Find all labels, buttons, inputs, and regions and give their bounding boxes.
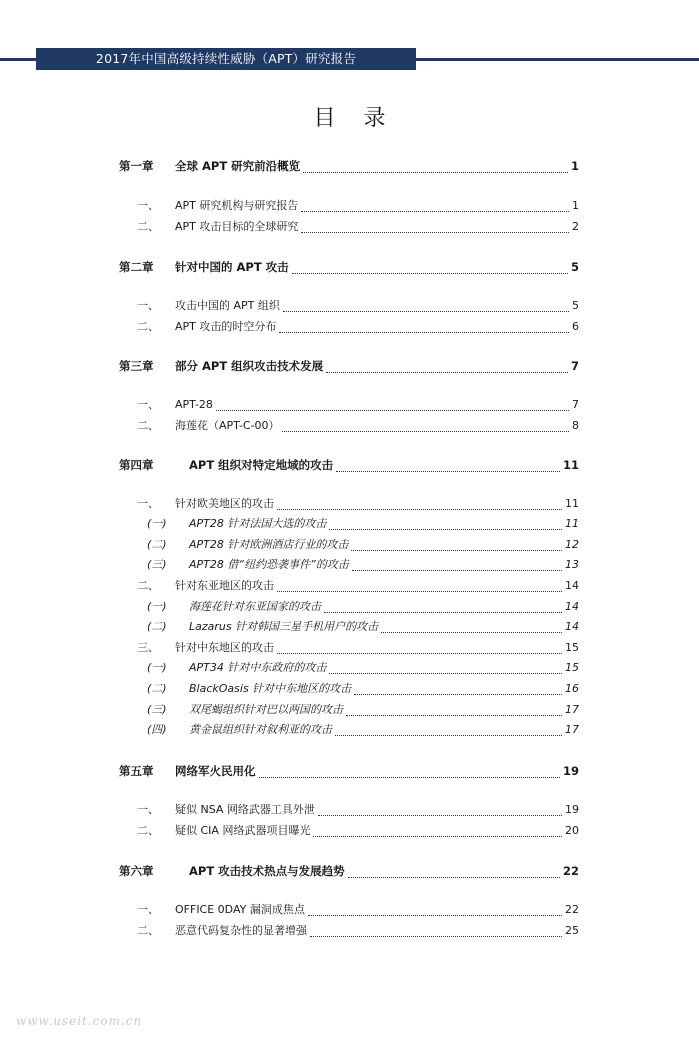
toc-page-number: 5 — [572, 298, 579, 312]
toc-entry-title: APT 攻击的时空分布 — [175, 320, 277, 333]
toc-page-number: 15 — [565, 660, 579, 674]
header-rule-right — [416, 58, 699, 61]
toc-leader-dots — [259, 767, 560, 778]
toc-entry-title: APT28 针对法国大选的攻击 — [189, 517, 327, 530]
toc-entry-title: 全球 APT 研究前沿概览 — [175, 159, 301, 173]
toc-entry-number: 一、 — [137, 398, 159, 411]
toc-entry-title: APT28 借“纽约恐袭事件”的攻击 — [189, 558, 349, 571]
toc-page-number: 5 — [570, 260, 579, 274]
toc-page-number: 17 — [565, 702, 579, 716]
toc-section-entry[interactable] — [119, 576, 579, 594]
toc-page-number: 1 — [570, 159, 579, 173]
toc-page-number: 16 — [565, 681, 579, 695]
toc-subsection-entry[interactable] — [119, 514, 579, 532]
toc-subsection-entry[interactable] — [119, 555, 579, 573]
toc-entry-title: OFFICE 0DAY 漏洞成焦点 — [175, 903, 305, 916]
page-title — [0, 101, 699, 132]
toc-leader-dots — [329, 663, 562, 674]
toc-entry-title: 针对中国的 APT 攻击 — [175, 260, 289, 274]
toc-leader-dots — [335, 725, 562, 736]
toc-subsection-entry[interactable] — [119, 617, 579, 635]
toc-entry-title: APT 研究机构与研究报告 — [175, 199, 299, 212]
toc-chapter-entry[interactable] — [119, 456, 579, 474]
toc-page-number: 8 — [572, 418, 579, 432]
toc-page-number: 11 — [565, 496, 579, 510]
toc-leader-dots — [354, 684, 562, 695]
toc-entry-number: (二) — [147, 682, 167, 695]
toc-entry-title: 网络军火民用化 — [175, 764, 256, 778]
page-title-char: 目 — [313, 106, 336, 131]
toc-entry-title: 攻击中国的 APT 组织 — [175, 299, 280, 312]
toc-entry-title: BlackOasis 针对中东地区的攻击 — [189, 682, 352, 695]
toc-section-entry[interactable] — [119, 317, 579, 335]
toc-section-entry[interactable] — [119, 800, 579, 818]
toc-leader-dots — [277, 643, 562, 654]
toc-entry-number: 二、 — [137, 924, 159, 937]
toc-page-number: 11 — [562, 458, 579, 472]
toc-entry-number: 二、 — [137, 579, 159, 592]
toc-leader-dots — [352, 560, 562, 571]
toc-entry-title: APT-28 — [175, 397, 213, 411]
toc-section-entry[interactable] — [119, 821, 579, 839]
toc-page-number: 12 — [565, 537, 579, 551]
toc-page-number: 22 — [562, 864, 579, 878]
toc-leader-dots — [216, 400, 569, 411]
toc-leader-dots — [292, 263, 568, 274]
toc-leader-dots — [301, 201, 569, 212]
toc-entry-number: (一) — [147, 600, 167, 613]
toc-entry-number: 第一章 — [119, 159, 154, 173]
toc-leader-dots — [279, 322, 569, 333]
toc-section-entry[interactable] — [119, 196, 579, 214]
toc-subsection-entry[interactable] — [119, 679, 579, 697]
toc-entry-title: APT 组织对特定地域的攻击 — [189, 458, 334, 472]
toc-entry-number: 二、 — [137, 320, 159, 333]
toc-entry-number: 第二章 — [119, 260, 154, 274]
toc-entry-title: 海莲花（APT-C-00） — [175, 419, 280, 432]
toc-page-number: 17 — [565, 722, 579, 736]
running-header: 2017年中国高级持续性威胁（APT）研究报告 — [36, 48, 416, 70]
toc-chapter-entry[interactable] — [119, 157, 579, 175]
toc-entry-title: 海莲花针对东亚国家的攻击 — [189, 600, 321, 613]
header-rule-left — [0, 58, 36, 61]
toc-entry-number: (一) — [147, 517, 167, 530]
toc-leader-dots — [346, 705, 562, 716]
toc-entry-title: 疑似 CIA 网络武器项目曝光 — [175, 824, 311, 837]
toc-section-entry[interactable] — [119, 217, 579, 235]
toc-entry-number: (二) — [147, 538, 167, 551]
toc-entry-title: 恶意代码复杂性的显著增强 — [175, 924, 307, 937]
toc-entry-number: (一) — [147, 661, 167, 674]
toc-entry-number: 一、 — [137, 497, 159, 510]
toc-page-number: 11 — [565, 516, 579, 530]
toc-entry-number: 二、 — [137, 220, 159, 233]
toc-subsection-entry[interactable] — [119, 535, 579, 553]
toc-entry-title: 黄金鼠组织针对叙利亚的攻击 — [189, 723, 332, 736]
toc-entry-number: 一、 — [137, 903, 159, 916]
toc-entry-title: 针对东亚地区的攻击 — [175, 579, 274, 592]
toc-entry-title: 针对中东地区的攻击 — [175, 641, 274, 654]
toc-section-entry[interactable] — [119, 494, 579, 512]
toc-entry-number: 第三章 — [119, 359, 154, 373]
toc-entry-number: 一、 — [137, 299, 159, 312]
toc-page-number: 15 — [565, 640, 579, 654]
toc-entry-title: 针对欧美地区的攻击 — [175, 497, 274, 510]
toc-leader-dots — [282, 421, 569, 432]
toc-leader-dots — [277, 499, 562, 510]
toc-section-entry[interactable] — [119, 921, 579, 939]
toc-section-entry[interactable] — [119, 416, 579, 434]
toc-page-number: 14 — [565, 599, 579, 613]
toc-page-number: 22 — [565, 902, 579, 916]
toc-entry-title: APT34 针对中东政府的攻击 — [189, 661, 327, 674]
toc-entry-number: 一、 — [137, 803, 159, 816]
toc-entry-number: 第六章 — [119, 864, 154, 878]
toc-page-number: 14 — [565, 619, 579, 633]
toc-chapter-entry[interactable] — [119, 762, 579, 780]
toc-entry-number: (三) — [147, 558, 167, 571]
toc-subsection-entry[interactable] — [119, 700, 579, 718]
toc-entry-number: 一、 — [137, 199, 159, 212]
toc-leader-dots — [348, 867, 560, 878]
toc-entry-title: 部分 APT 组织攻击技术发展 — [175, 359, 324, 373]
toc-entry-title: APT28 针对欧洲酒店行业的攻击 — [189, 538, 349, 551]
toc-entry-number: 三、 — [137, 641, 159, 654]
toc-leader-dots — [313, 826, 562, 837]
toc-page-number: 6 — [572, 319, 579, 333]
toc-section-entry[interactable] — [119, 395, 579, 413]
toc-page-number: 13 — [565, 557, 579, 571]
toc-leader-dots — [381, 622, 562, 633]
toc-page-number: 7 — [572, 397, 579, 411]
toc-leader-dots — [324, 602, 562, 613]
toc-entry-title: 疑似 NSA 网络武器工具外泄 — [175, 803, 315, 816]
toc-page-number: 19 — [565, 802, 579, 816]
toc-leader-dots — [318, 805, 562, 816]
toc-page-number: 1 — [572, 198, 579, 212]
toc-chapter-entry[interactable] — [119, 258, 579, 276]
toc-subsection-entry[interactable] — [119, 720, 579, 738]
toc-page-number: 19 — [562, 764, 579, 778]
toc-entry-number: 第四章 — [119, 458, 154, 472]
toc-entry-number: (三) — [147, 703, 167, 716]
toc-subsection-entry[interactable] — [119, 658, 579, 676]
toc-leader-dots — [336, 461, 560, 472]
toc-leader-dots — [277, 581, 562, 592]
toc-chapter-entry[interactable] — [119, 862, 579, 880]
toc-page-number: 20 — [565, 823, 579, 837]
toc-page-number: 25 — [565, 923, 579, 937]
toc-entry-number: (四) — [147, 723, 167, 736]
toc-page-number: 14 — [565, 578, 579, 592]
toc-chapter-entry[interactable] — [119, 357, 579, 375]
toc-leader-dots — [301, 222, 569, 233]
toc-leader-dots — [308, 905, 562, 916]
toc-leader-dots — [310, 926, 562, 937]
toc-leader-dots — [303, 162, 568, 173]
toc-section-entry[interactable] — [119, 638, 579, 656]
toc-leader-dots — [329, 519, 562, 530]
page-title-char: 录 — [363, 106, 386, 131]
toc-entry-number: (二) — [147, 620, 167, 633]
toc-section-entry[interactable] — [119, 296, 579, 314]
toc-page-number: 7 — [570, 359, 579, 373]
toc-leader-dots — [283, 301, 569, 312]
toc-entry-number: 第五章 — [119, 764, 154, 778]
toc-page-number: 2 — [572, 219, 579, 233]
toc-leader-dots — [351, 540, 562, 551]
toc-entry-title: 双尾蝎组织针对巴以两国的攻击 — [189, 703, 343, 716]
toc-entry-number: 二、 — [137, 419, 159, 432]
toc-entry-number: 二、 — [137, 824, 159, 837]
toc-entry-title: APT 攻击目标的全球研究 — [175, 220, 299, 233]
toc-section-entry[interactable] — [119, 900, 579, 918]
toc-entry-title: Lazarus 针对韩国三星手机用户的攻击 — [189, 620, 379, 633]
toc-leader-dots — [326, 362, 568, 373]
toc-subsection-entry[interactable] — [119, 597, 579, 615]
toc-entry-title: APT 攻击技术热点与发展趋势 — [189, 864, 345, 878]
watermark: www.useit.com.cn — [16, 1014, 143, 1028]
